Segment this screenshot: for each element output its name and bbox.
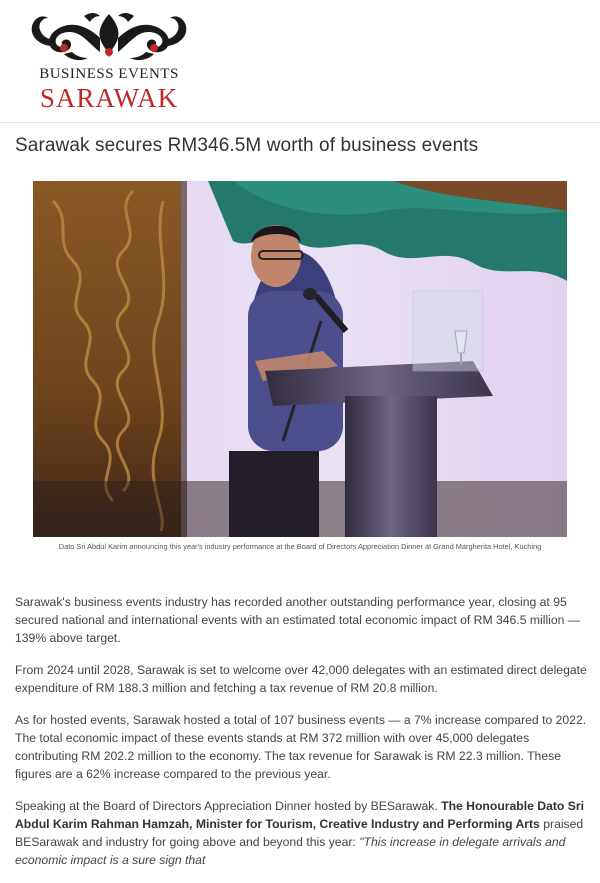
article-paragraph: As for hosted events, Sarawak hosted a total of 107 business events — a 7% increase compared to 2022. The total economic impact of these events stands at RM 372 million with over 45,000 delegates contributing RM 202.2 million to the economy. The tax revenue for Sarawak is RM 22.3 million. These figures are a 62% increase compared to the previous year. <box>15 713 587 781</box>
besarawak-logo[interactable] <box>24 8 194 112</box>
header-divider <box>0 122 600 123</box>
dayak-ornament-icon <box>24 8 194 66</box>
article-body <box>15 593 587 883</box>
minister-speaking-photo <box>33 181 567 537</box>
article-paragraph <box>15 797 587 869</box>
article-paragraph: Sarawak's business events industry has recorded another outstanding performance year, closing at 95 secured national and international events with an estimated total economic impact of RM 346.5 million — 139% above target. <box>15 595 580 645</box>
article-title: Sarawak secures RM346.5M worth of business events <box>15 135 479 156</box>
paragraph-lead-text: Speaking at the Board of Directors Appreciation Dinner hosted by BESarawak. <box>15 799 442 813</box>
logo-business-events-text: BUSINESS EVENTS <box>39 66 179 82</box>
article-paragraph: From 2024 until 2028, Sarawak is set to welcome over 42,000 delegates with an estimated direct delegate expenditure of RM 188.3 million and fetching a tax revenue of RM 20.8 million. <box>15 663 587 695</box>
photo-caption: Dato Sri Abdul Karim announcing this year's industry performance at the Board of Directors Appreciation Dinner at Grand Margherita Hotel, Kuching <box>58 542 542 551</box>
article-photo <box>33 181 567 537</box>
logo-sarawak-text: SARAWAK <box>39 83 179 113</box>
paragraph-middle-text: praised BESarawak and industry for going above and beyond this year: <box>15 817 584 849</box>
minister-quote: "This increase in delegate arrivals and economic impact is a sure sign that <box>15 835 566 867</box>
speaker-name: The Honourable Dato Sri Abdul Karim Rahman Hamzah, Minister for Tourism, Creative Industry and Performing Arts <box>15 799 585 831</box>
